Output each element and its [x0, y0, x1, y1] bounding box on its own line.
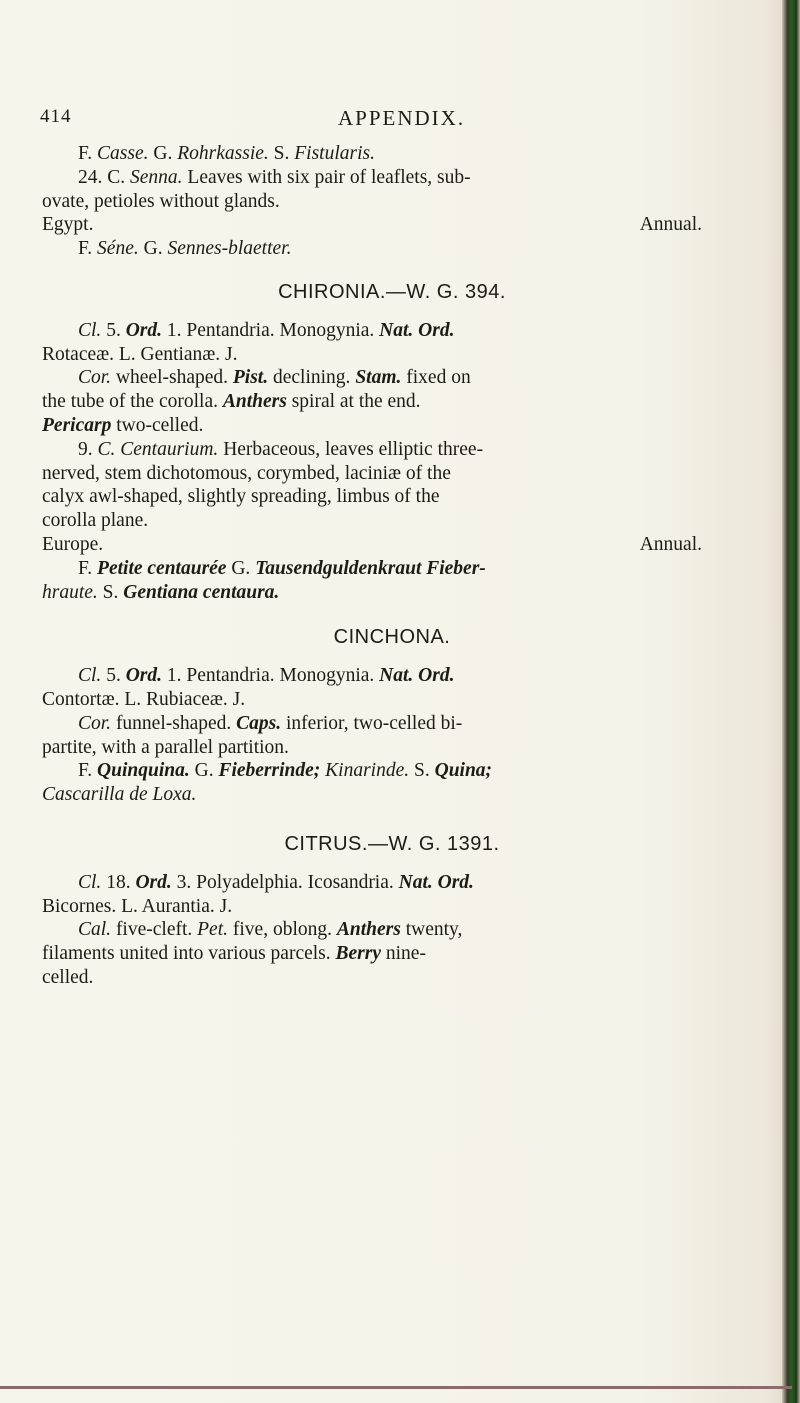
chironia-char-3: Pericarp two-celled.: [42, 414, 204, 436]
chironia-common-names: F. Petite centaurée G. Tausendguldenkraut Fieber-: [78, 557, 486, 579]
chironia-orders: Rotaceæ. L. Gentianæ. J.: [42, 343, 238, 365]
cinchona-orders: Contortæ. L. Rubiaceæ. J.: [42, 688, 246, 710]
senna-description: 24. C. Senna. Leaves with six pair of leaflets, sub-: [78, 166, 471, 188]
page-body: [42, 142, 742, 990]
heading-chironia: CHIRONIA.—W. G. 394.: [278, 280, 506, 303]
senna-description-cont: ovate, petioles without glands.: [42, 190, 280, 212]
cinchona-char-1: Cor. funnel-shaped. Caps. inferior, two-celled bi-: [78, 712, 463, 734]
citrus-char-2: filaments united into various parcels. Berry nine-: [42, 943, 426, 965]
citrus-char-3: celled.: [42, 966, 94, 988]
chironia-char-2: the tube of the corolla. Anthers spiral at the end.: [42, 391, 421, 413]
running-title: APPENDIX.: [338, 106, 466, 130]
chironia-class: Cl. 5. Ord. 1. Pentandria. Monogynia. Nat. Ord.: [78, 319, 455, 341]
heading-cinchona: CINCHONA.: [333, 626, 451, 649]
senna-common-names: F. Casse. G. Rohrkassie. S. Fistularis.: [78, 143, 375, 164]
citrus-class: Cl. 18. Ord. 3. Polyadelphia. Icosandria. Nat. Ord.: [78, 871, 474, 893]
bottom-rule: [0, 1386, 792, 1389]
chironia-species-3: calyx awl-shaped, slightly spreading, limbus of the: [42, 486, 440, 508]
cinchona-common-names: F. Quinquina. G. Fieberrinde; Kinarinde. S. Quina;: [78, 760, 493, 782]
page-edge: [782, 0, 800, 1403]
chironia-species: 9. C. Centaurium. Herbaceous, leaves elliptic three-: [78, 438, 484, 460]
page-number: 414: [40, 106, 72, 127]
chironia-species-2: nerved, stem dichotomous, corymbed, laciniæ of the: [42, 462, 451, 484]
cinchona-common-names-2: Cascarilla de Loxa.: [42, 784, 197, 806]
citrus-orders: Bicornes. L. Aurantia. J.: [42, 895, 233, 917]
heading-citrus: CITRUS.—W. G. 1391.: [284, 832, 500, 855]
chironia-species-4: corolla plane.: [42, 510, 149, 532]
senna-habitat: Egypt. Annual.: [42, 214, 702, 236]
cinchona-char-2: partite, with a parallel partition.: [42, 736, 289, 758]
chironia-habitat: Europe. Annual.: [42, 533, 702, 555]
chironia-char-1: Cor. wheel-shaped. Pist. declining. Stam. fixed on: [78, 367, 471, 389]
cinchona-class: Cl. 5. Ord. 1. Pentandria. Monogynia. Nat. Ord.: [78, 665, 455, 687]
chironia-common-names-2: hraute. S. Gentiana centaura.: [42, 581, 280, 603]
citrus-char-1: Cal. five-cleft. Pet. five, oblong. Anthers twenty,: [78, 919, 463, 941]
running-header: [0, 106, 800, 136]
senna-common-names-2: F. Séne. G. Sennes-blaetter.: [78, 238, 292, 260]
